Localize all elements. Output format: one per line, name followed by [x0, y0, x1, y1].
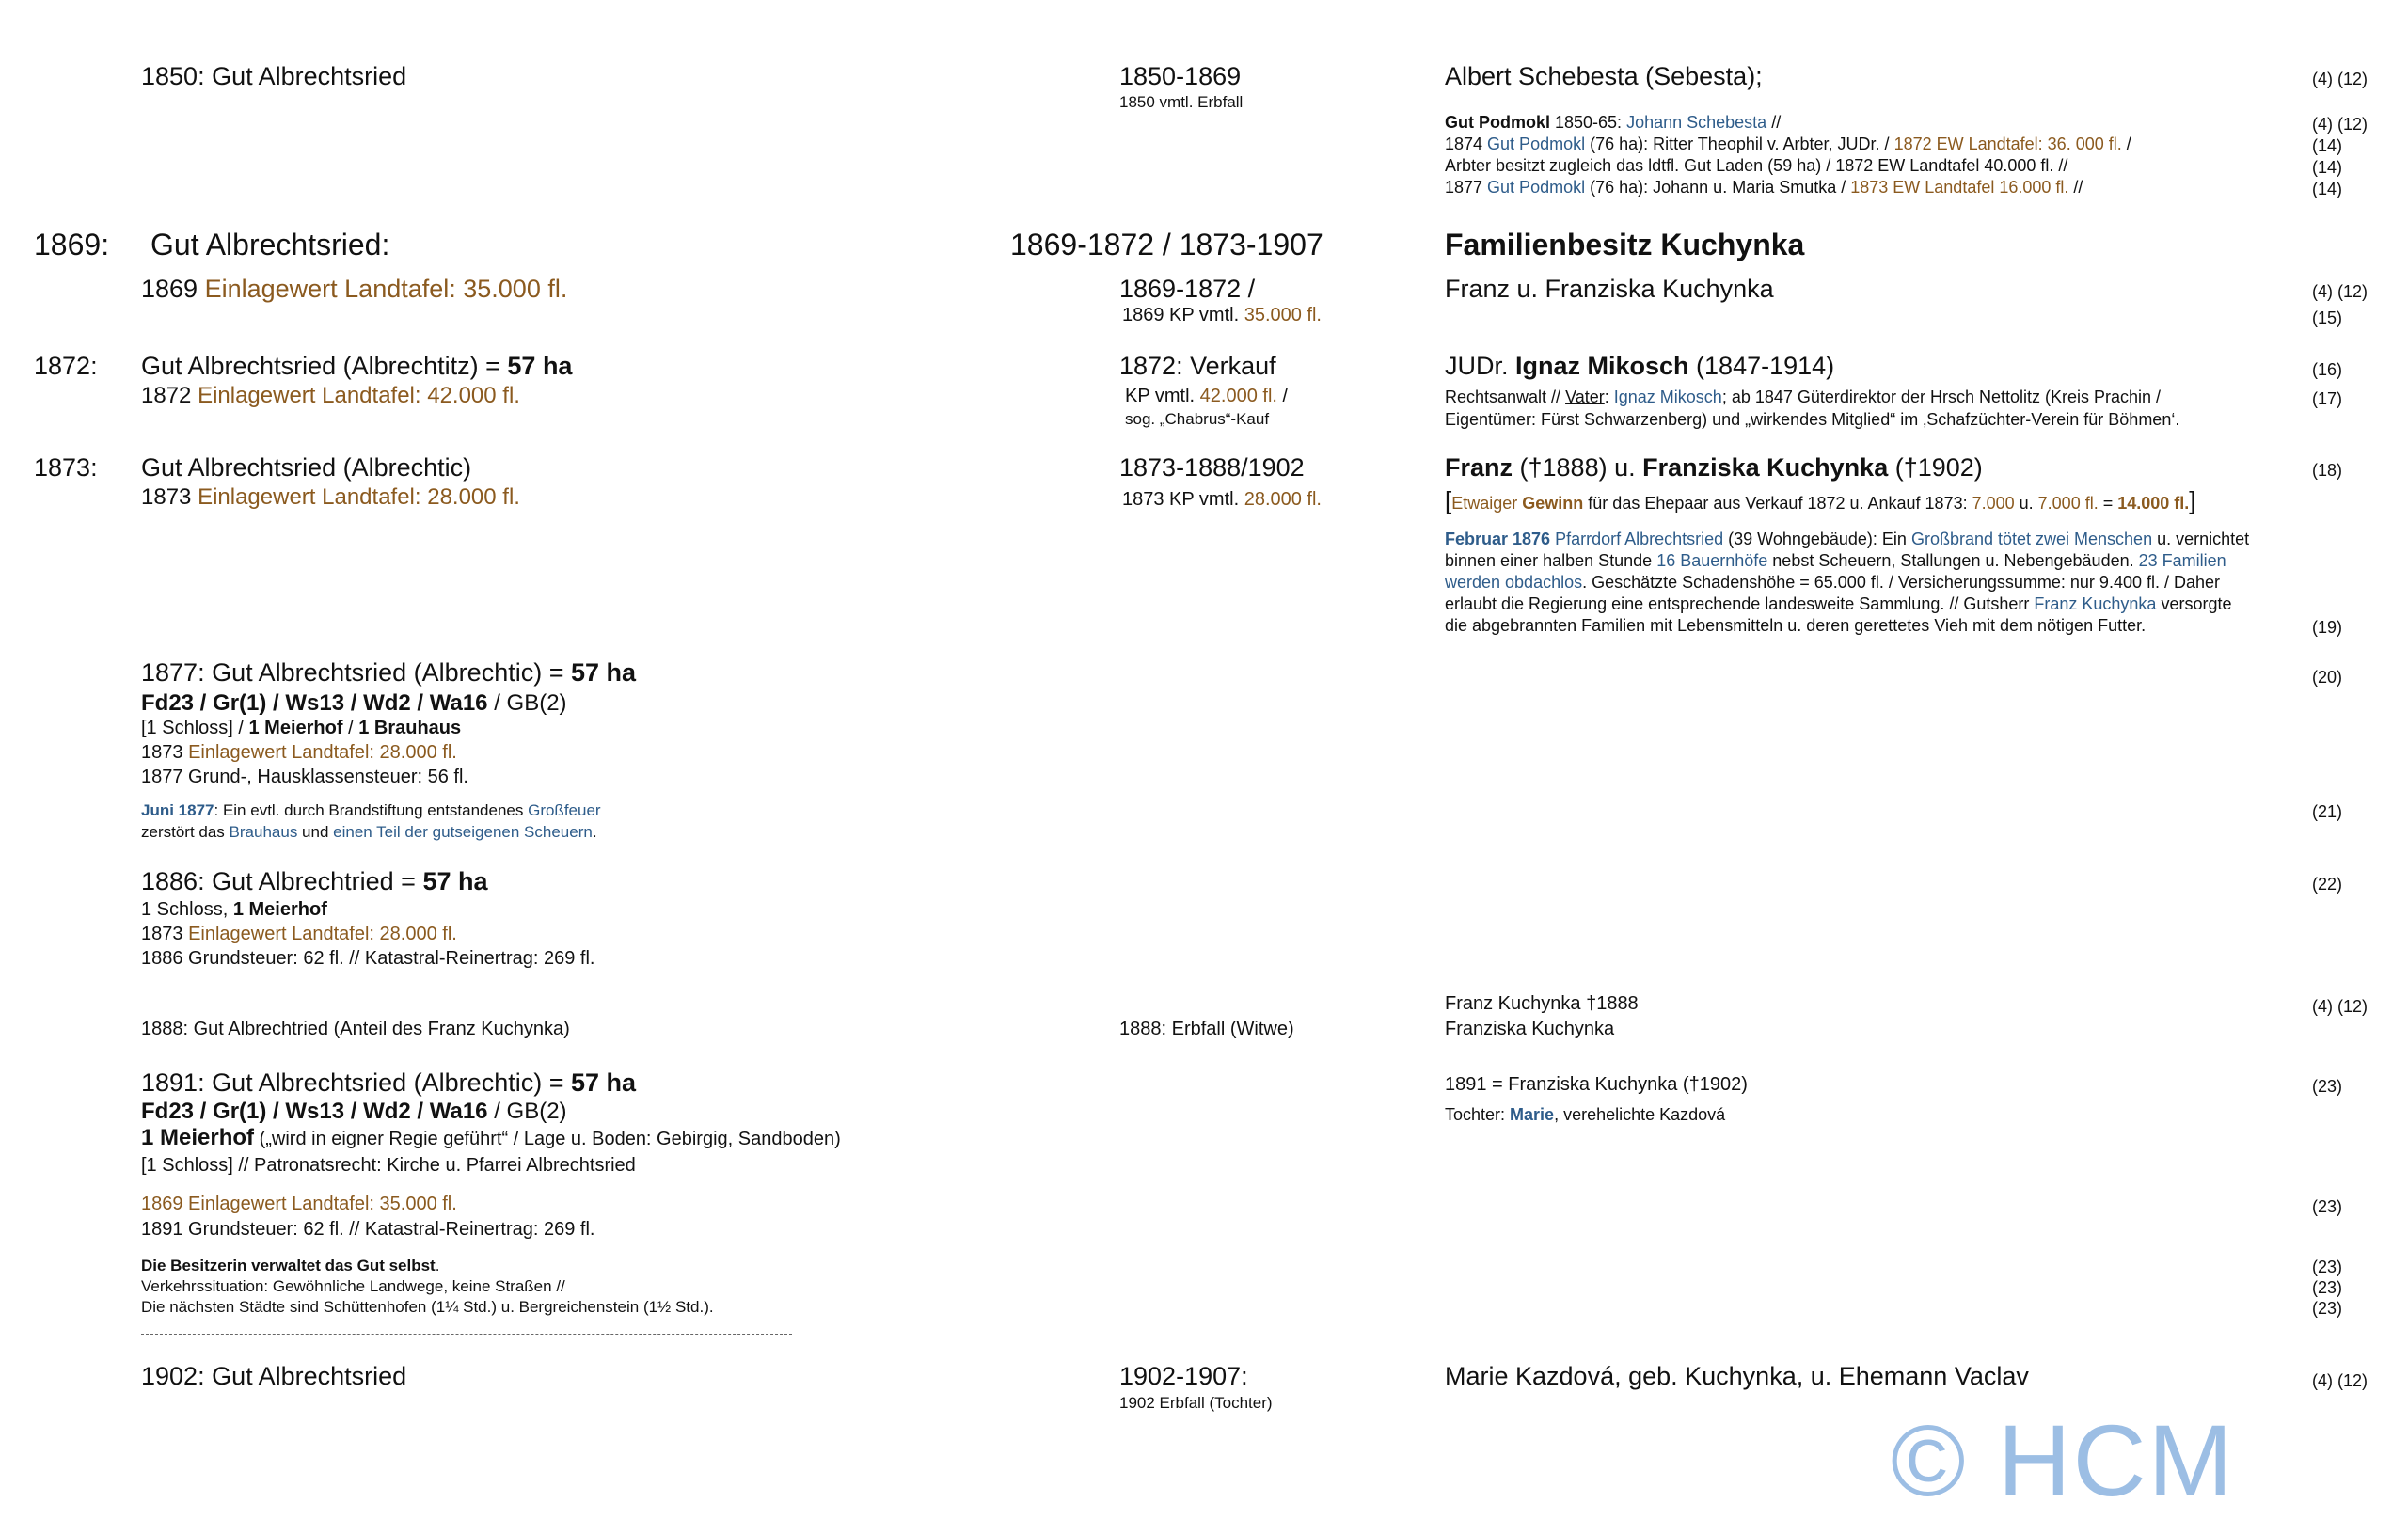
value: 7.000 [1972, 494, 2015, 513]
text: 1 Brauhaus [358, 718, 462, 738]
juni-1877-1 [141, 801, 601, 820]
text: Großfeuer [528, 801, 601, 819]
codes: / GB(2) [487, 1099, 567, 1124]
value: 1873 EW Landtafel 16.000 fl. [1850, 178, 2069, 197]
text: Tochter: [1445, 1105, 1511, 1124]
ref-1886: (22) [2312, 875, 2343, 894]
separator [141, 1334, 792, 1335]
fire-line-4 [1445, 594, 2231, 614]
text: / [1276, 386, 1289, 406]
ref-fire: (19) [2312, 618, 2343, 637]
owner2-1869: Franz u. Franziska Kuchynka [1445, 275, 1774, 303]
text: binnen einer halben Stunde [1445, 551, 1657, 570]
text: [1 Schloss] / [141, 718, 249, 738]
text: 1877 [1445, 178, 1488, 197]
text: (76 ha): Johann u. Maria Smutka / [1585, 178, 1851, 197]
text: : [1604, 388, 1614, 406]
verwaltung-1891 [141, 1257, 439, 1275]
lw-1877 [141, 742, 457, 764]
lw-1891: 1869 Einlagewert Landtafel: 35.000 fl. [141, 1194, 457, 1214]
text: Vater [1565, 388, 1605, 406]
text: = [2098, 494, 2118, 513]
ref-podmokl-2: (14) [2312, 136, 2343, 155]
ref-1872-b: (17) [2312, 389, 2343, 408]
codes-1877 [141, 690, 567, 717]
value: Einlagewert Landtafel: 42.000 fl. [198, 383, 520, 408]
area: 57 ha [570, 658, 637, 687]
codes: Fd23 / Gr(1) / Ws13 / Wd2 / Wa16 [141, 1099, 488, 1124]
text: Großbrand tötet zwei Menschen [1910, 530, 2153, 548]
value: 35.000 fl. [1244, 305, 1322, 325]
owner-1888-1: Franz Kuchynka †1888 [1445, 993, 1639, 1014]
ref-1891-d: (23) [2312, 1278, 2343, 1297]
text: einen Teil der gutseigenen Scheuern [333, 823, 593, 841]
text: // [1766, 113, 1782, 132]
lw-1869 [141, 275, 567, 304]
owner-1872 [1445, 352, 1834, 381]
value: Einlagewert Landtafel: 28.000 fl. [188, 742, 457, 763]
estate-1869: Gut Albrechtsried: [150, 228, 390, 261]
text: / [342, 718, 359, 738]
estate-1850: 1850: Gut Albrechtsried [141, 62, 407, 90]
text: für das Ehepaar aus Verkauf 1872 u. Ankauf 1873: [1583, 494, 1972, 513]
value: 1872 EW Landtafel: 36. 000 fl. [1893, 134, 2122, 153]
text: versorgte [2156, 594, 2232, 613]
year: 1873 [141, 484, 198, 510]
lw-1873 [141, 484, 520, 511]
meierhof-1891 [141, 1125, 841, 1151]
text: (†1888) u. [1513, 453, 1643, 482]
podmokl-line-3: Arbter besitzt zugleich das ldtfl. Gut Laden (59 ha) / 1872 EW Landtafel 40.000 fl. // [1445, 156, 2068, 175]
date: Februar 1876 [1445, 530, 1551, 548]
owner-1902: Marie Kazdová, geb. Kuchynka, u. Ehemann Vaclav [1445, 1362, 2029, 1390]
text: (76 ha): Ritter Theophil v. Arbter, JUDr. / [1585, 134, 1894, 153]
text: 1 Schloss, [141, 899, 233, 920]
owner-1888-2: Franziska Kuchynka [1445, 1019, 1615, 1039]
text: zerstört das [141, 823, 230, 841]
text: 1850-65: [1550, 113, 1627, 132]
buildings-1886 [141, 899, 327, 921]
text: erlaubt die Regierung eine entsprechende landesweite Sammlung. // Gutsherr [1445, 594, 2035, 613]
gewinn-1873 [1445, 487, 2196, 515]
period2-1869: 1869-1872 / [1119, 275, 1256, 303]
sale-1872: 1872: Verkauf [1119, 352, 1276, 380]
value: 42.000 fl. [1199, 386, 1277, 406]
title: JUDr. [1445, 352, 1516, 380]
area: 57 ha [507, 352, 573, 380]
fire-line-2 [1445, 551, 2226, 571]
period-1869: 1869-1872 / 1873-1907 [1010, 228, 1323, 261]
podmokl-line-1 [1445, 113, 1781, 133]
text: u. [2014, 494, 2038, 513]
ref-1873: (18) [2312, 461, 2343, 480]
lw-1886 [141, 924, 457, 945]
bracket: ] [2189, 486, 2196, 514]
text: Gut Albrechtsried (Albrechtitz) = [141, 352, 508, 380]
person-name: Franz Kuchynka [2034, 594, 2157, 613]
juni-1877-2 [141, 823, 597, 842]
text: 1 Meierhof [248, 718, 343, 738]
text: / [2121, 134, 2131, 153]
text: 23 Familien [2138, 551, 2226, 570]
ref-podmokl-4: (14) [2312, 180, 2343, 198]
text: u. vernichtet [2152, 530, 2250, 548]
lifespan: (1847-1914) [1688, 352, 1835, 380]
text: 1886: Gut Albrechtried = [141, 867, 423, 895]
estate-name: Gut Podmokl [1487, 178, 1586, 197]
ref-1888: (4) (12) [2312, 997, 2368, 1016]
text: (†1902) [1888, 453, 1983, 482]
ref-1891: (23) [2312, 1077, 2343, 1096]
text: . [592, 823, 597, 841]
patron-1891: [1 Schloss] // Patronatsrecht: Kirche u. Pfarrei Albrechtsried [141, 1155, 636, 1176]
owner-1850: Albert Schebesta (Sebesta); [1445, 62, 1763, 90]
lw-1872 [141, 383, 520, 409]
buildings-1877 [141, 718, 461, 739]
text: 1874 [1445, 134, 1488, 153]
place: Pfarrdorf Albrechtsried [1550, 530, 1724, 548]
year-1873: 1873: [34, 453, 98, 482]
person-name: Johann Schebesta [1626, 113, 1767, 132]
fire-line-1 [1445, 530, 2249, 549]
year: 1873 [141, 742, 189, 763]
text: („wird in eigner Regie geführt“ / Lage u. Boden: Gebirgig, Sandboden) [254, 1129, 841, 1149]
estate-1872 [141, 352, 572, 381]
text: 16 Bauernhöfe [1656, 551, 1768, 570]
estate-1891 [141, 1068, 636, 1098]
desc-1872-1 [1445, 388, 2161, 407]
kp-1873 [1122, 489, 1322, 511]
person-name: Ignaz Mikosch [1515, 352, 1689, 380]
estate-1888: 1888: Gut Albrechtried (Anteil des Franz Kuchynka) [141, 1019, 570, 1039]
ref-podmokl-3: (14) [2312, 158, 2343, 177]
bracket: [ [1445, 486, 1452, 514]
text: . Geschätzte Schadenshöhe = 65.000 fl. / Versicherungssumme: nur 9.400 fl. / Daher [1582, 573, 2221, 592]
year: 1869 [141, 275, 205, 303]
year-1869: 1869: [34, 228, 110, 261]
text: 1869 KP vmtl. [1122, 305, 1244, 325]
text: werden obdachlos [1445, 573, 1583, 592]
estate-1877 [141, 658, 636, 688]
podmokl-label: Gut Podmokl [1445, 113, 1550, 132]
tax-1891: 1891 Grundsteuer: 62 fl. // Katastral-Reinertrag: 269 fl. [141, 1219, 595, 1240]
kp-1869 [1122, 305, 1322, 326]
copyright-watermark: © HCM [1891, 1403, 2235, 1517]
person-name: Franz [1445, 453, 1513, 482]
estate-name: Gut Podmokl [1487, 134, 1586, 153]
note-1902: 1902 Erbfall (Tochter) [1119, 1394, 1273, 1412]
text: , verehelichte Kazdová [1554, 1105, 1726, 1124]
ref-1902: (4) (12) [2312, 1371, 2368, 1390]
fire-line-5: die abgebrannten Familien mit Lebensmitteln u. deren gerettetes Vieh mit dem nötigen Futter. [1445, 616, 2147, 635]
ref-1877: (20) [2312, 668, 2343, 687]
ref-1877-b: (21) [2312, 802, 2343, 821]
owner-1873 [1445, 453, 1983, 483]
ref-1891-e: (23) [2312, 1299, 2343, 1318]
value: Einlagewert Landtafel: 28.000 fl. [198, 484, 520, 510]
person-name: Franziska Kuchynka [1642, 453, 1889, 482]
estate-1873: Gut Albrechtsried (Albrechtic) [141, 453, 472, 482]
person-name: Ignaz Mikosch [1613, 388, 1722, 406]
text: 1891: Gut Albrechtsried (Albrechtic) = [141, 1068, 571, 1097]
ref-1891-c: (23) [2312, 1258, 2343, 1276]
text: 1873 KP vmtl. [1122, 489, 1244, 510]
text: Etwaiger [1451, 494, 1523, 513]
period-1850: 1850-1869 [1119, 62, 1242, 90]
verkehr-1891: Verkehrssituation: Gewöhnliche Landwege, keine Straßen // [141, 1277, 565, 1295]
ref-1872-a: (16) [2312, 360, 2343, 379]
ref-1869-b: (15) [2312, 309, 2343, 327]
year: 1873 [141, 924, 189, 944]
text: und [297, 823, 334, 841]
text: Gewinn [1522, 494, 1584, 513]
ref-1850: (4) (12) [2312, 70, 2368, 88]
year: 1872 [141, 383, 198, 408]
codes: / GB(2) [487, 690, 567, 716]
ref-1869-a: (4) (12) [2312, 282, 2368, 301]
value: 28.000 fl. [1244, 489, 1322, 510]
kp-1872 [1125, 386, 1288, 407]
text: Die Besitzerin verwaltet das Gut selbst [141, 1257, 436, 1274]
area: 57 ha [570, 1068, 637, 1097]
area: 57 ha [422, 867, 488, 895]
text: : Ein evtl. durch Brandstiftung entstandenes [214, 801, 529, 819]
text: Rechtsanwalt // [1445, 388, 1566, 406]
owner-1869: Familienbesitz Kuchynka [1445, 228, 1805, 261]
tax-1877: 1877 Grund-, Hausklassensteuer: 56 fl. [141, 767, 468, 787]
value: 14.000 fl. [2117, 494, 2190, 513]
podmokl-line-2 [1445, 134, 2131, 154]
text: (39 Wohngebäude): Ein [1723, 530, 1911, 548]
owner-1891: 1891 = Franziska Kuchynka (†1902) [1445, 1074, 1748, 1095]
date: Juni 1877 [141, 801, 214, 819]
estate-1886 [141, 867, 488, 896]
text: Brauhaus [229, 823, 298, 841]
fire-line-3 [1445, 573, 2220, 593]
note-1850: 1850 vmtl. Erbfall [1119, 93, 1244, 111]
estate-1902: 1902: Gut Albrechtsried [141, 1362, 407, 1390]
text: KP vmtl. [1125, 386, 1200, 406]
value: 7.000 fl. [2037, 494, 2099, 513]
value: Einlagewert Landtafel: 28.000 fl. [188, 924, 457, 944]
tax-1886: 1886 Grundsteuer: 62 fl. // Katastral-Reinertrag: 269 fl. [141, 948, 595, 969]
tochter-1891 [1445, 1105, 1725, 1125]
text: 1877: Gut Albrechtsried (Albrechtic) = [141, 658, 571, 687]
codes: Fd23 / Gr(1) / Ws13 / Wd2 / Wa16 [141, 690, 488, 716]
podmokl-line-4 [1445, 178, 2083, 198]
chabrus-1872: sog. „Chabrus“-Kauf [1125, 410, 1270, 428]
event-1888: 1888: Erbfall (Witwe) [1119, 1019, 1294, 1039]
period-1902: 1902-1907: [1119, 1362, 1248, 1390]
desc-1872-2: Eigentümer: Fürst Schwarzenberg) und „wirkendes Mitglied“ im ‚Schafzüchter-Verein für Böhmen‘. [1445, 410, 2180, 429]
ref-1891-b: (23) [2312, 1197, 2343, 1216]
text: 1 Meierhof [232, 899, 327, 920]
codes-1891 [141, 1099, 567, 1125]
text: ; ab 1847 Güterdirektor der Hrsch Nettolitz (Kreis Prachin / [1721, 388, 2162, 406]
text: nebst Scheuern, Stallungen u. Nebengebäuden. [1767, 551, 2139, 570]
staedte-1891: Die nächsten Städte sind Schüttenhofen (1¼ Std.) u. Bergreichenstein (1½ Std.). [141, 1298, 714, 1316]
text: // [2068, 178, 2083, 197]
text: . [435, 1257, 440, 1274]
period-1873: 1873-1888/1902 [1119, 453, 1305, 482]
ref-podmokl-1: (4) (12) [2312, 115, 2368, 134]
year-1872: 1872: [34, 352, 98, 380]
text: 1 Meierhof [141, 1125, 255, 1150]
person-name: Marie [1510, 1105, 1555, 1124]
value: Einlagewert Landtafel: 35.000 fl. [204, 275, 568, 303]
